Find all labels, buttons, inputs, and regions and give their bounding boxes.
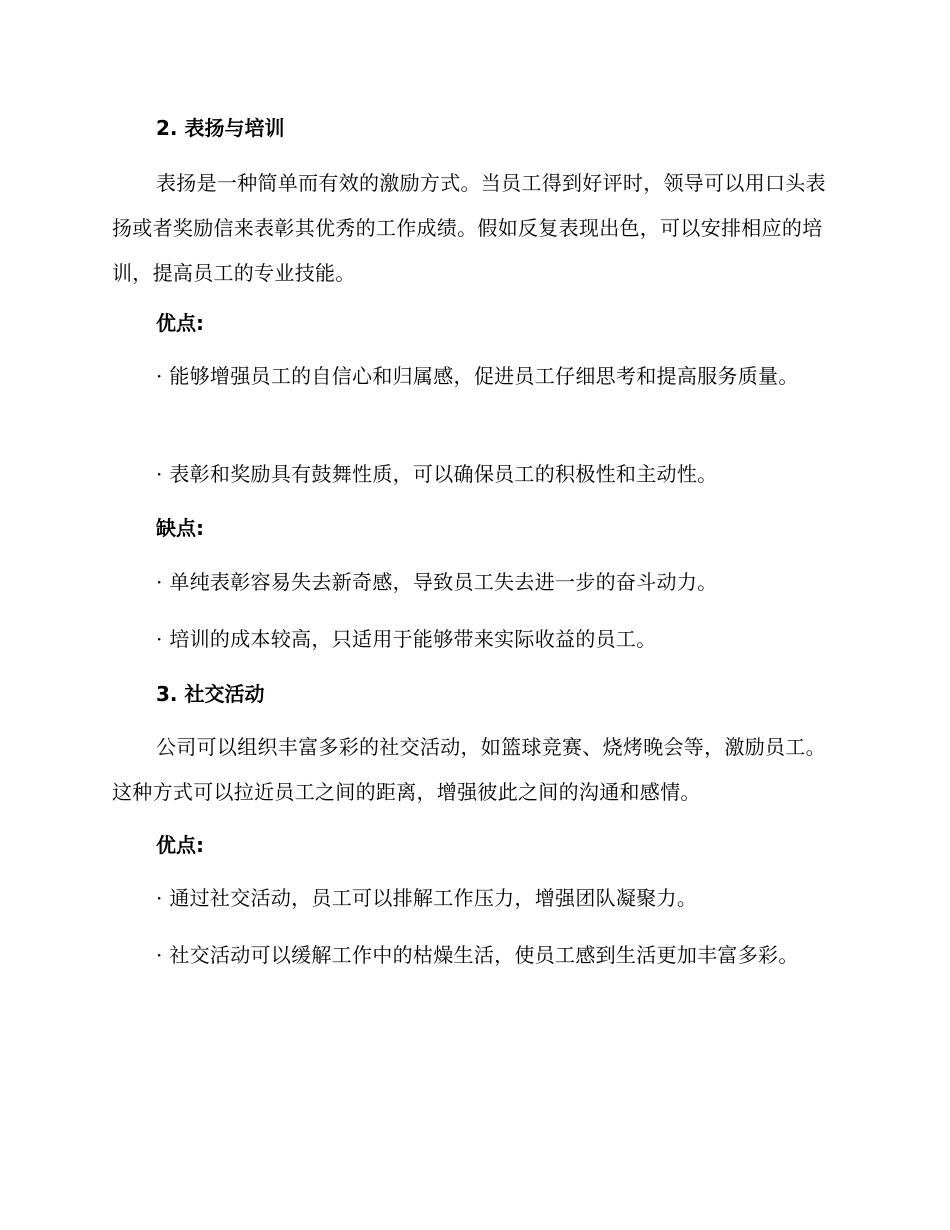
list-item: · 表彰和奖励具有鼓舞性质，可以确保员工的积极性和主动性。 — [156, 462, 718, 486]
section-heading-praise-training: 2. 表扬与培训 — [156, 116, 285, 140]
list-item: · 单纯表彰容易失去新奇感，导致员工失去进一步的奋斗动力。 — [156, 570, 718, 594]
list-item: · 社交活动可以缓解工作中的枯燥生活，使员工感到生活更加丰富多彩。 — [156, 943, 799, 967]
list-item: · 能够增强员工的自信心和归属感，促进员工仔细思考和提高服务质量。 — [156, 364, 799, 388]
pros-label: 优点: — [156, 311, 204, 335]
section-heading-social-activities: 3. 社交活动 — [156, 682, 265, 706]
list-item: · 培训的成本较高，只适用于能够带来实际收益的员工。 — [156, 627, 657, 651]
section-paragraph-social-activities: 公司可以组织丰富多彩的社交活动，如篮球竞赛、烧烤晚会等，激励员工。这种方式可以拉近员工之间的距离，增强彼此之间的沟通和感情。 — [112, 735, 826, 804]
pros-label: 优点: — [156, 833, 204, 857]
section-paragraph-praise-training: 表扬是一种简单而有效的激励方式。当员工得到好评时，领导可以用口头表扬或者奖励信来表彰其优秀的工作成绩。假如反复表现出色，可以安排相应的培训，提高员工的专业技能。 — [112, 171, 826, 285]
cons-label: 缺点: — [156, 516, 204, 540]
list-item: · 通过社交活动，员工可以排解工作压力，增强团队凝聚力。 — [156, 886, 698, 910]
